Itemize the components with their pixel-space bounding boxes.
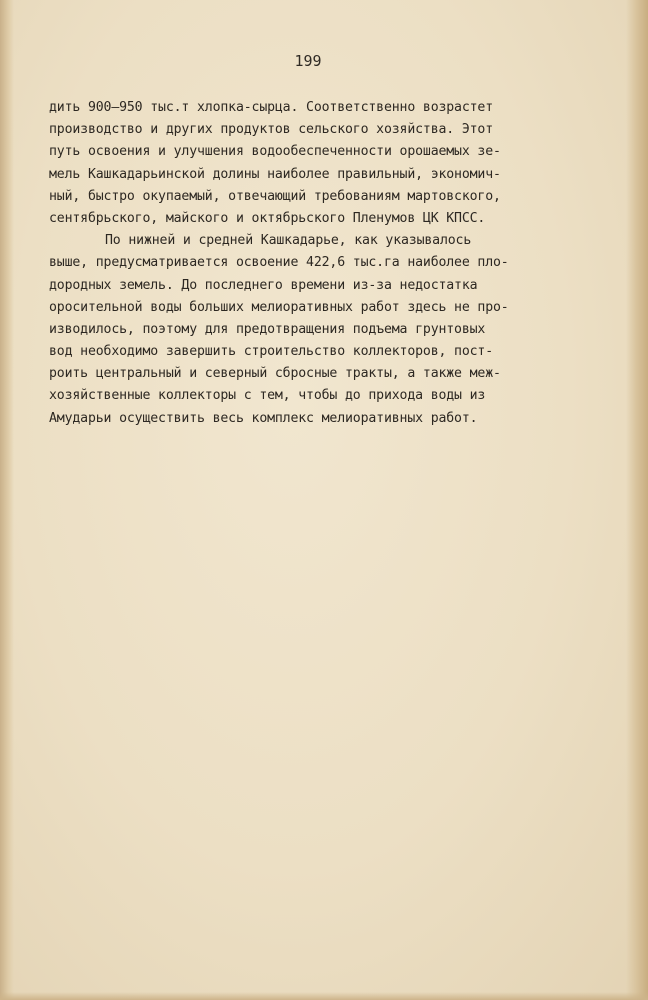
text-line: ный, быстро окупаемый, отвечающий требованиям мартовского, — [49, 188, 501, 204]
text-line: дить 900–950 тыс.т хлопка-сырца. Соответственно возрастет — [49, 100, 494, 115]
text-line: выше, предусматривается освоение 422,6 тыс.га наиболее пло- — [49, 255, 509, 271]
text-line: оросительной воды больших мелиоративных работ здесь не про- — [49, 299, 509, 315]
text-line: сентябрьского, майского и октябрьского Пленумов ЦК КПСС. — [49, 210, 486, 226]
text-line: Амударьи осуществить весь комплекс мелиоративных работ. — [49, 410, 478, 426]
text-line: роить центральный и северный сбросные тракты, а также меж- — [49, 366, 501, 382]
text-line: мель Кашкадарьинской долины наиболее правильный, экономич- — [49, 166, 501, 182]
text-line: производство и других продуктов сельского хозяйства. Этот — [49, 122, 494, 138]
text-line: вод необходимо завершить строительство коллекторов, пост- — [49, 344, 494, 360]
text-line: изводилось, поэтому для предотвращения подъема грунтовых — [49, 321, 486, 337]
page-edge-shadow — [626, 0, 648, 1000]
text-line: хозяйственные коллекторы с тем, чтобы до прихода воды из — [49, 388, 486, 404]
text-line: дородных земель. До последнего времени из-за недостатка — [49, 277, 478, 293]
text-line: путь освоения и улучшения водообеспеченности орошаемых зе- — [49, 144, 501, 160]
body-text — [49, 97, 559, 430]
page-bottom-shadow — [0, 992, 648, 1000]
paragraph-start-line: По нижней и средней Кашкадарье, как указывалось — [105, 233, 472, 249]
page-number: 199 — [294, 52, 322, 70]
page-gutter-shadow — [0, 0, 14, 1000]
